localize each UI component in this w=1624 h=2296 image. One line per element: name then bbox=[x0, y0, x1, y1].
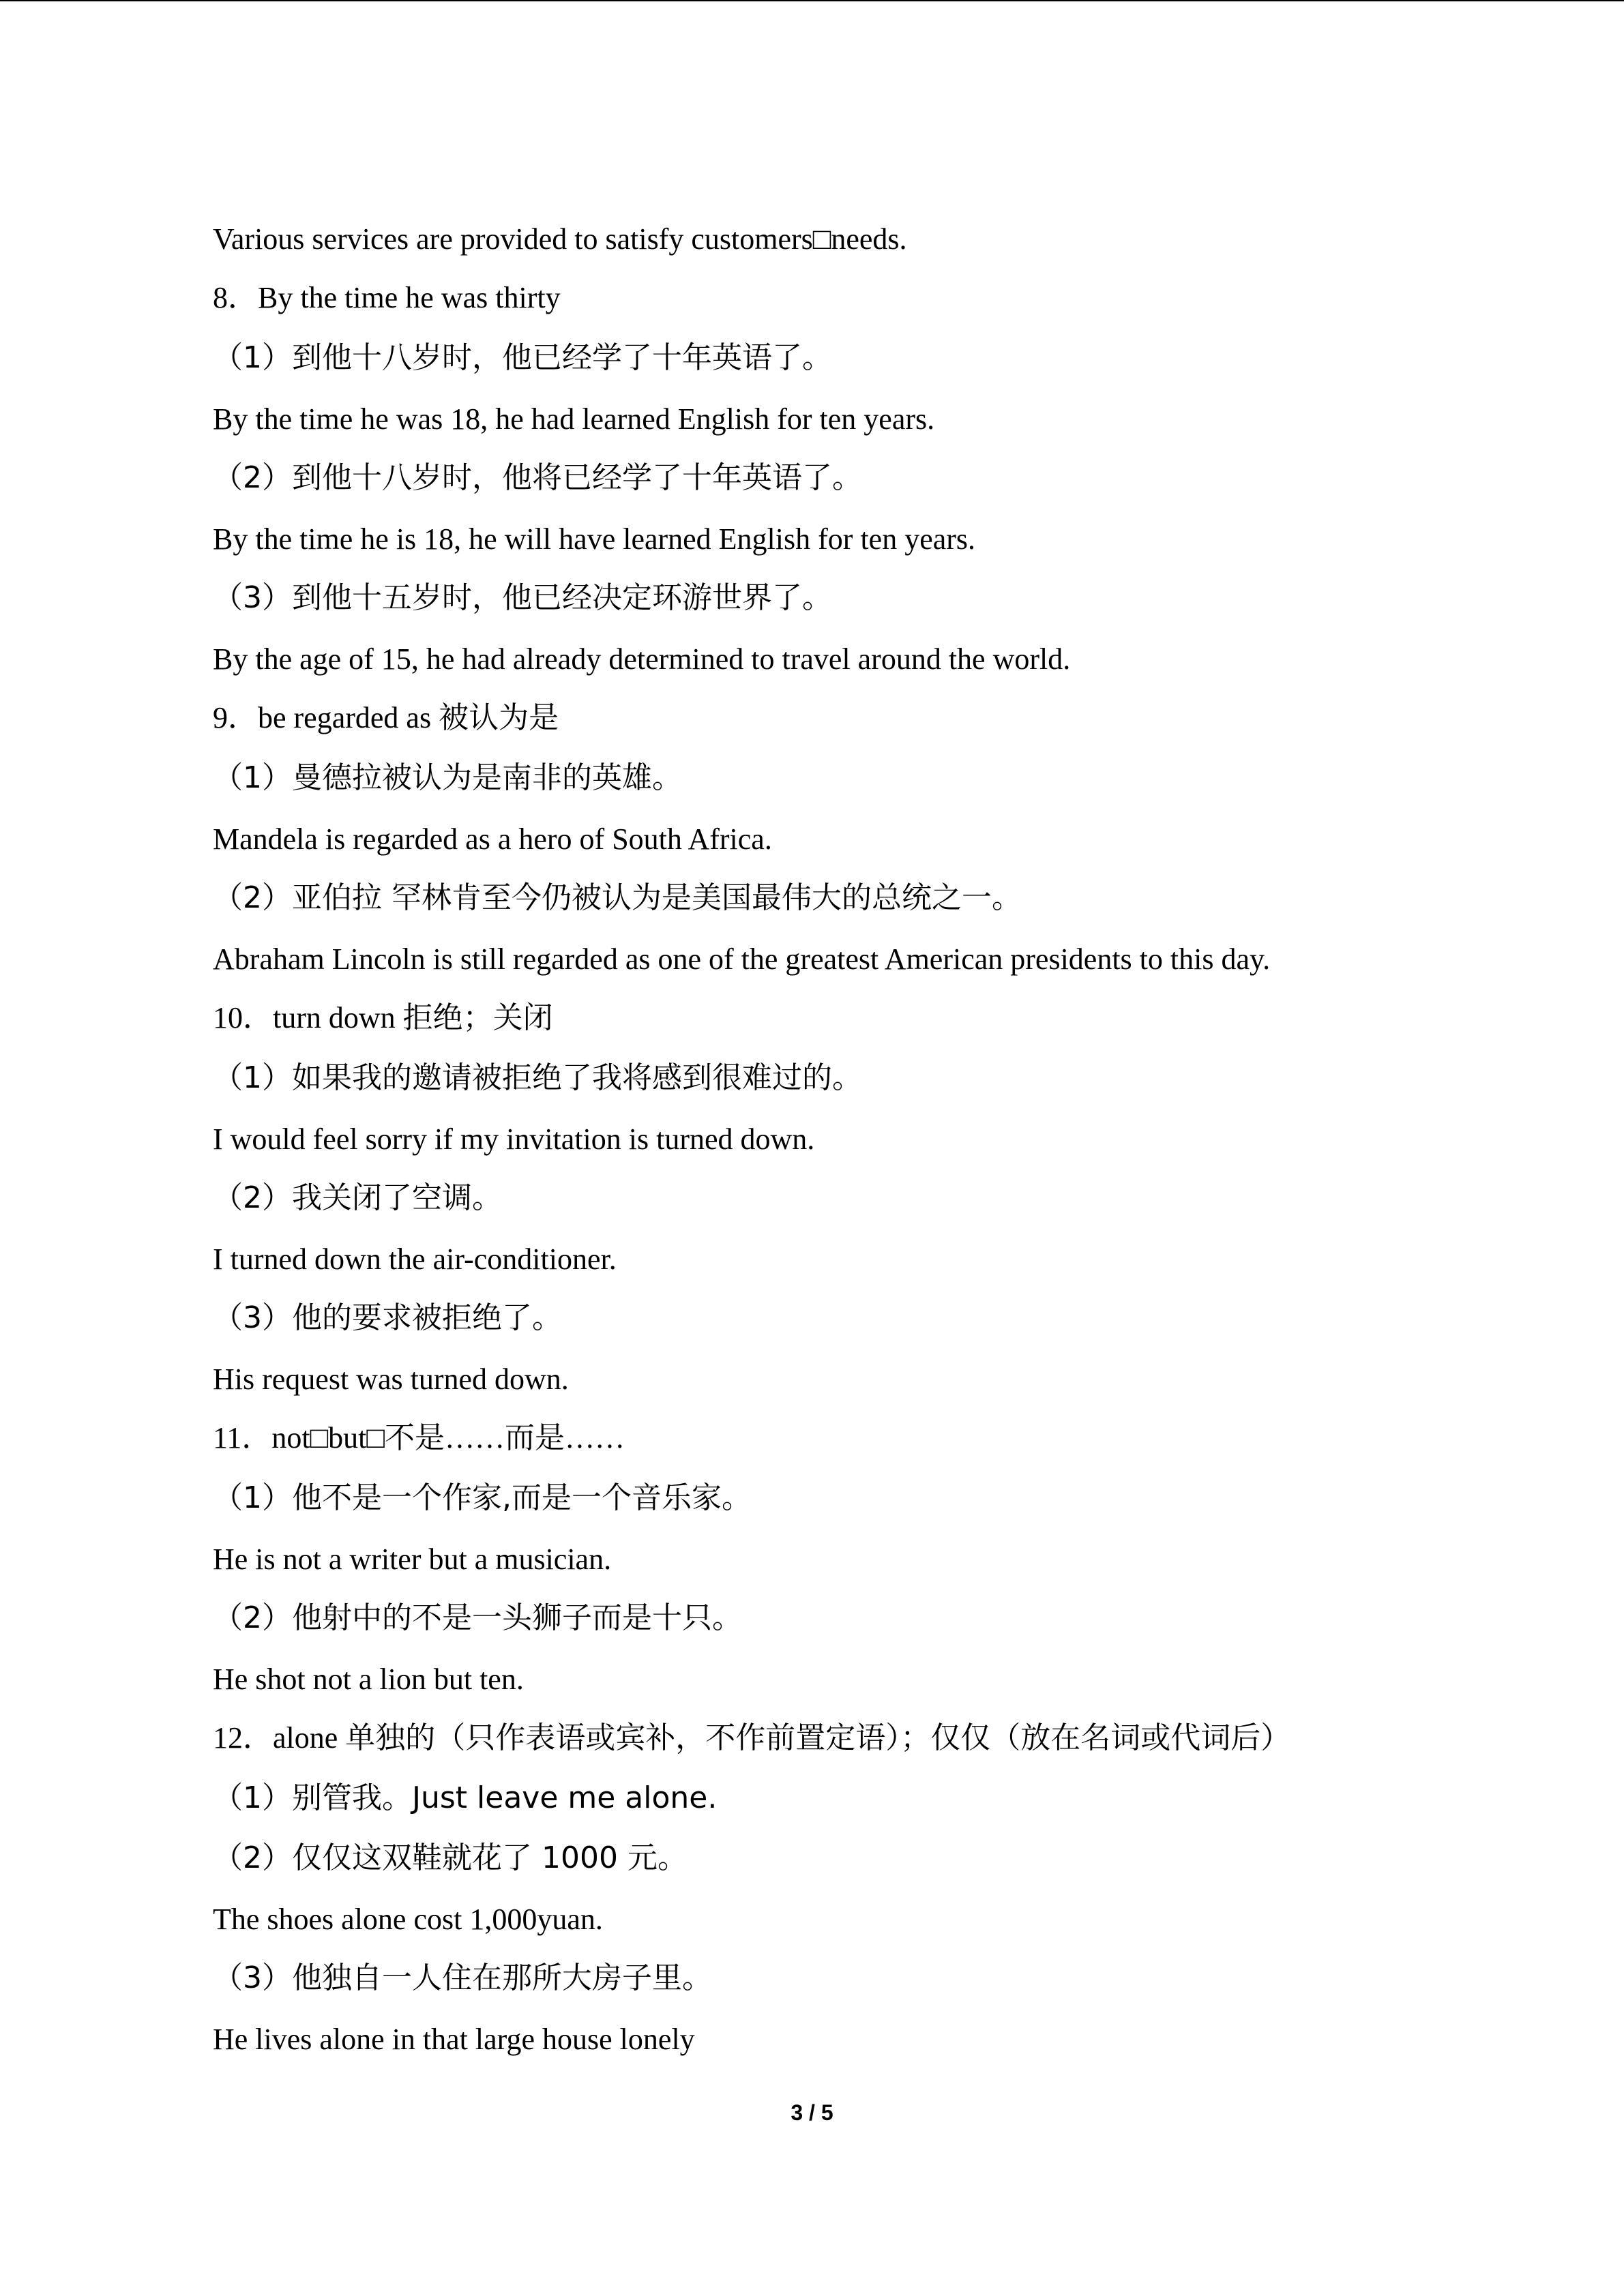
text-line: Various services are provided to satisfy customers□needs. bbox=[213, 222, 907, 256]
chinese-sentence: （1）如果我的邀请被拒绝了我将感到很难过的。 bbox=[213, 1060, 862, 1095]
chinese-sentence: （3）他独自一人住在那所大房子里。 bbox=[213, 1960, 712, 1995]
english-sentence: Abraham Lincoln is still regarded as one of the greatest American presidents to this day. bbox=[213, 942, 1271, 976]
item-heading: 10．turn down 拒绝；关闭 bbox=[213, 1001, 553, 1034]
chinese-sentence: （2）到他十八岁时，他将已经学了十年英语了。 bbox=[213, 460, 862, 495]
english-sentence: He shot not a lion but ten. bbox=[213, 1663, 524, 1696]
english-sentence: I turned down the air-conditioner. bbox=[213, 1242, 617, 1276]
english-sentence: He is not a writer but a musician. bbox=[213, 1542, 612, 1576]
chinese-sentence: （2）他射中的不是一头狮子而是十只。 bbox=[213, 1600, 742, 1635]
chinese-sentence: （1）曼德拉被认为是南非的英雄。 bbox=[213, 760, 682, 795]
top-border-line bbox=[0, 0, 1624, 1]
chinese-sentence: （1）他不是一个作家,而是一个音乐家。 bbox=[213, 1480, 752, 1515]
chinese-sentence: （2）我关闭了空调。 bbox=[213, 1180, 502, 1215]
page-number: 3 / 5 bbox=[791, 2100, 833, 2125]
english-sentence: By the age of 15, he had already determined to travel around the world. bbox=[213, 642, 1071, 676]
english-sentence: He lives alone in that large house lonely bbox=[213, 2023, 695, 2056]
item-heading: 9．be regarded as 被认为是 bbox=[213, 701, 559, 734]
english-sentence: The shoes alone cost 1,000yuan. bbox=[213, 1903, 603, 1936]
chinese-sentence: （2）亚伯拉 罕林肯至今仍被认为是美国最伟大的总统之一。 bbox=[213, 880, 1022, 915]
item-heading: 11．not□but□不是……而是…… bbox=[213, 1421, 625, 1455]
english-sentence: By the time he is 18, he will have learned English for ten years. bbox=[213, 522, 976, 556]
chinese-sentence: （1）别管我。Just leave me alone. bbox=[213, 1780, 718, 1815]
english-sentence: Mandela is regarded as a hero of South Africa. bbox=[213, 822, 772, 856]
chinese-sentence: （3）他的要求被拒绝了。 bbox=[213, 1300, 562, 1335]
item-heading: 8．By the time he was thirty bbox=[213, 281, 561, 314]
english-sentence: I would feel sorry if my invitation is turned down. bbox=[213, 1122, 815, 1156]
document-body bbox=[213, 217, 1495, 2077]
english-sentence: By the time he was 18, he had learned English for ten years. bbox=[213, 402, 935, 436]
english-sentence: His request was turned down. bbox=[213, 1362, 569, 1396]
chinese-sentence: （1）到他十八岁时，他已经学了十年英语了。 bbox=[213, 340, 832, 375]
item-heading: 12．alone 单独的（只作表语或宾补，不作前置定语）；仅仅（放在名词或代词后） bbox=[213, 1721, 1291, 1755]
chinese-sentence: （3）到他十五岁时，他已经决定环游世界了。 bbox=[213, 580, 832, 615]
chinese-sentence: （2）仅仅这双鞋就花了 1000 元。 bbox=[213, 1840, 688, 1875]
